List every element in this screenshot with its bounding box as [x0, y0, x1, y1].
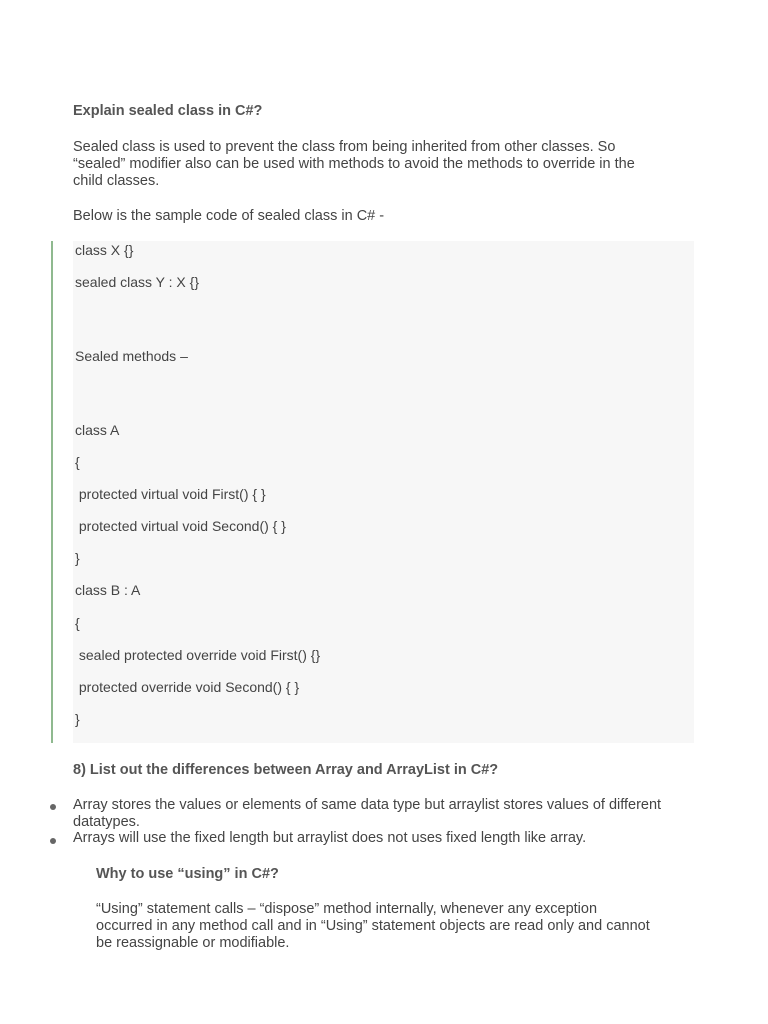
code-line: } [75, 550, 80, 566]
code-line: sealed protected override void First() {} [75, 647, 321, 663]
code-line: class X {} [75, 242, 134, 258]
question-heading-array-vs-arraylist: 8) List out the differences between Array and ArrayList in C#? [73, 762, 499, 778]
bullet-icon [50, 838, 56, 844]
using-paragraph-line-3: be reassignable or modifiable. [96, 935, 290, 951]
code-line: } [75, 711, 80, 727]
sealed-class-paragraph-line-3: child classes. [73, 173, 160, 189]
code-line: protected virtual void First() { } [75, 486, 266, 502]
sealed-class-paragraph-line-1: Sealed class is used to prevent the class from being inherited from other classes. So [73, 139, 616, 155]
using-paragraph-line-1: “Using” statement calls – “dispose” method internally, whenever any exception [96, 901, 598, 917]
code-line: sealed class Y : X {} [75, 274, 200, 290]
code-line: { [75, 454, 80, 470]
code-line: { [75, 615, 80, 631]
code-block-left-rule [51, 241, 53, 743]
question-heading-sealed-class: Explain sealed class in C#? [73, 103, 263, 119]
code-line: class A [75, 422, 120, 438]
bullet-icon [50, 804, 56, 810]
code-line: Sealed methods – [75, 348, 188, 364]
code-line: class B : A [75, 582, 141, 598]
sample-code-intro: Below is the sample code of sealed class in C# - [73, 208, 385, 224]
sealed-class-paragraph-line-2: “sealed” modifier also can be used with methods to avoid the methods to override in the [73, 156, 635, 172]
code-line: protected override void Second() { } [75, 679, 300, 695]
code-line: protected virtual void Second() { } [75, 518, 286, 534]
list-item: Array stores the values or elements of same data type but arraylist stores values of different datatypes. [73, 797, 662, 830]
using-paragraph-line-2: occurred in any method call and in “Using” statement objects are read only and cannot [96, 918, 650, 934]
question-heading-using: Why to use “using” in C#? [96, 866, 279, 882]
list-item: Arrays will use the fixed length but arraylist does not uses fixed length like array. [73, 830, 587, 846]
